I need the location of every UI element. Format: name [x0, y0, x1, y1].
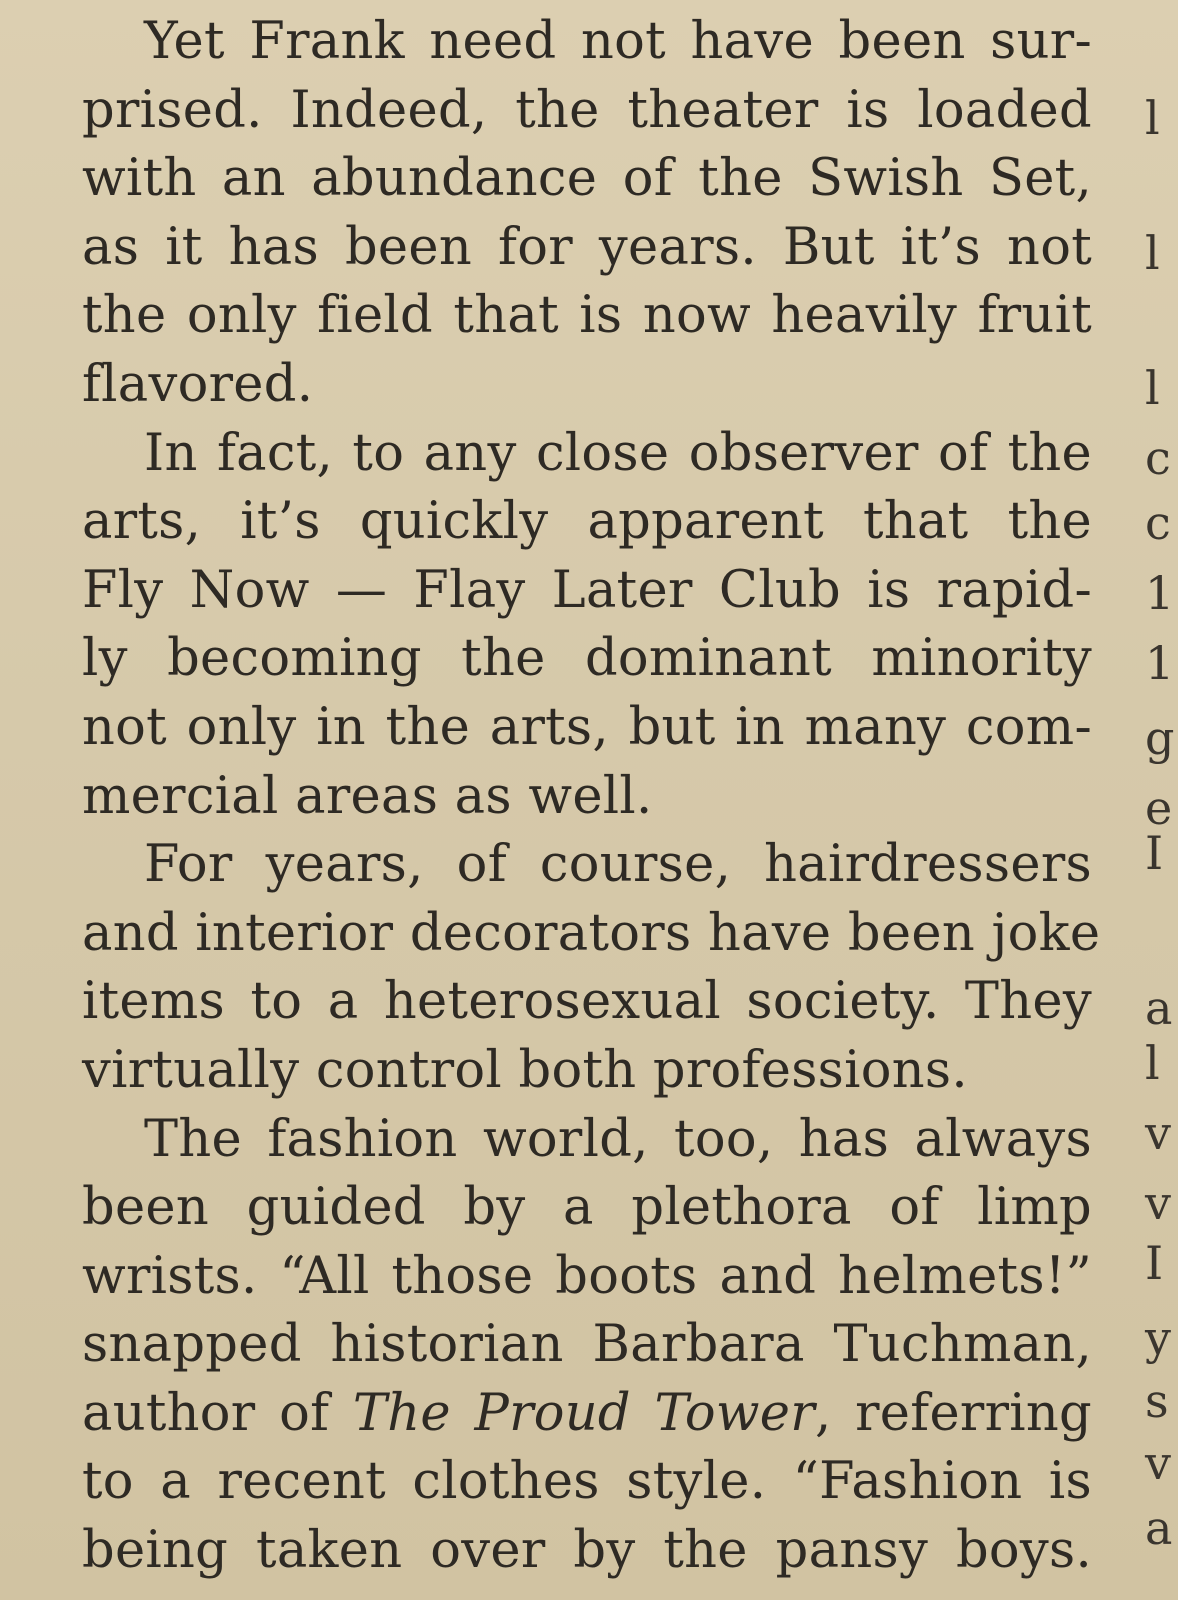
text-line	[82, 1380, 1092, 1449]
margin-fragment: 1	[1145, 566, 1175, 620]
margin-fragment: c	[1145, 496, 1171, 550]
book-title: The Proud Tower	[352, 1383, 815, 1443]
margin-fragment: e	[1145, 781, 1173, 835]
text-line: prised. Indeed, the theater is loaded	[82, 80, 1092, 140]
text-line: and interior decorators have been joke	[82, 903, 1101, 963]
margin-fragment: a	[1145, 981, 1173, 1035]
text-line: been guided by a plethora of limp	[82, 1178, 1092, 1238]
margin-fragment: l	[1145, 1036, 1160, 1090]
text-line: Yet Frank need not have been sur-	[144, 12, 1092, 71]
text-line: virtually control both professions.	[82, 1040, 968, 1100]
margin-fragment: v	[1145, 1176, 1171, 1230]
margin-fragment: v	[1145, 1106, 1171, 1160]
paragraph	[82, 420, 1092, 832]
margin-fragment: s	[1145, 1374, 1169, 1428]
text-line: The fashion world, too, has always	[144, 1109, 1092, 1169]
text-line: wrists. “All those boots and helmets!”	[82, 1246, 1092, 1306]
text-line: the only field that is now heavily fruit	[82, 286, 1092, 346]
text-line: flavored.	[82, 354, 314, 414]
margin-fragment: 1	[1145, 636, 1175, 690]
paragraph	[82, 1106, 1092, 1586]
margin-fragment: v	[1145, 1436, 1171, 1490]
margin-fragment: g	[1145, 711, 1175, 765]
margin-fragment: I	[1145, 1236, 1164, 1290]
margin-fragment: y	[1145, 1311, 1171, 1365]
text-line: not only in the arts, but in many com-	[82, 697, 1092, 757]
text-line: snapped historian Barbara Tuchman,	[82, 1315, 1092, 1375]
margin-fragment: l	[1145, 361, 1160, 415]
text-line: to a recent clothes style. “Fashion is	[82, 1452, 1092, 1512]
text-column	[82, 8, 1101, 1586]
text-run: , referring	[814, 1383, 1092, 1443]
text-line: as it has been for years. But it’s not	[82, 217, 1092, 277]
text-line: arts, it’s quickly apparent that the	[82, 492, 1092, 552]
margin-fragment: l	[1145, 91, 1160, 145]
text-run: author of	[82, 1383, 353, 1443]
text-line: In fact, to any close observer of the	[144, 423, 1092, 483]
adjacent-page-edge	[1145, 0, 1178, 1600]
margin-fragment: l	[1145, 226, 1160, 280]
paragraph	[82, 8, 1092, 420]
text-line: Fly Now — Flay Later Club is rapid-	[82, 560, 1092, 620]
margin-fragment: a	[1145, 1501, 1173, 1555]
text-line: ly becoming the dominant minority	[82, 629, 1092, 689]
text-line: mercial areas as well.	[82, 766, 653, 826]
text-line: being taken over by the pansy boys.	[82, 1521, 1092, 1581]
text-line: with an abundance of the Swish Set,	[82, 149, 1092, 209]
text-line: items to a heterosexual society. They	[82, 972, 1092, 1032]
text-line: For years, of course, hairdressers	[144, 835, 1092, 895]
paragraph	[82, 831, 1101, 1105]
margin-fragment: I	[1145, 826, 1164, 880]
margin-fragment: c	[1145, 431, 1171, 485]
